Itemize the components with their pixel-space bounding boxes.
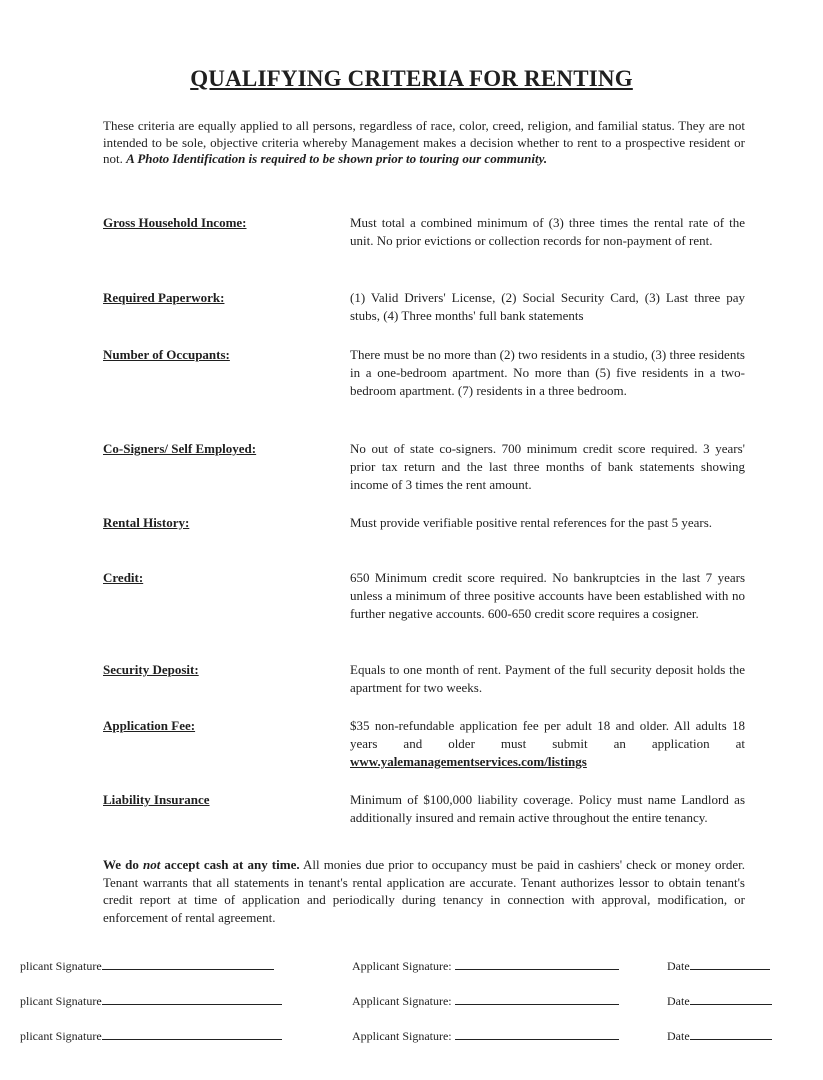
date-label: Date xyxy=(667,959,690,973)
criterion-text: Must total a combined minimum of (3) three times the rental rate of the unit. No prior evictions or collection records for non-payment of rent. xyxy=(350,215,745,248)
signature-row xyxy=(0,992,823,1012)
signature-line[interactable] xyxy=(102,1027,282,1040)
signature-label: plicant Signature xyxy=(20,959,102,973)
signature-line[interactable] xyxy=(455,992,619,1005)
date-label: Date xyxy=(667,994,690,1008)
criterion-label: Rental History: xyxy=(103,515,190,530)
date-field xyxy=(667,1027,772,1044)
date-line[interactable] xyxy=(690,992,772,1005)
criterion-text xyxy=(350,717,745,771)
closing-text: All monies due prior to occupancy must be paid in cashiers' check or money order. Tenant warrants that all statements in tenant's rental application are accurate. Tenant authorizes lessor to obtain tenant's credit report at time of application and periodically during tenancy in connection with approval, modification, or enforcement of rental agreement. xyxy=(103,857,745,925)
signature-label: plicant Signature xyxy=(20,994,102,1008)
criterion-text: 650 Minimum credit score required. No bankruptcies in the last 7 years unless a minimum of three positive accounts have been established with no further negative accounts. 600-650 credit score requires a cosigner. xyxy=(350,570,745,621)
intro-paragraph xyxy=(103,118,745,168)
criterion-text: There must be no more than (2) two residents in a studio, (3) three residents in a one-bedroom apartment. No more than (5) five residents in a two-bedroom apartment. (7) residents in a three bedroom. xyxy=(350,347,745,398)
photo-id-notice: A Photo Identification is required to be shown prior to touring our community. xyxy=(126,151,548,166)
signature-label: Applicant Signature: xyxy=(352,994,452,1008)
signature-line[interactable] xyxy=(102,957,274,970)
no-cash-not: not xyxy=(142,857,161,872)
no-cash-part: We do xyxy=(103,857,143,872)
signature-line[interactable] xyxy=(455,957,619,970)
signature-label: Applicant Signature: xyxy=(352,1029,452,1043)
signature-left xyxy=(20,957,274,974)
closing-paragraph xyxy=(103,856,745,926)
criterion-text: No out of state co-signers. 700 minimum credit score required. 3 years' prior tax return and the last three months of bank statements showing income of 3 times the rent amount. xyxy=(350,441,745,492)
criterion-text: (1) Valid Drivers' License, (2) Social Security Card, (3) Last three pay stubs, (4) Three months' full bank statements xyxy=(350,290,745,323)
signature-label: plicant Signature xyxy=(20,1029,102,1043)
signature-line[interactable] xyxy=(102,992,282,1005)
date-line[interactable] xyxy=(690,957,770,970)
signature-mid xyxy=(352,992,619,1009)
signature-left xyxy=(20,992,282,1009)
page-title: QUALIFYING CRITERIA FOR RENTING xyxy=(190,66,633,91)
signature-left xyxy=(20,1027,282,1044)
criterion-label: Co-Signers/ Self Employed: xyxy=(103,441,257,456)
date-label: Date xyxy=(667,1029,690,1043)
application-fee-text: $35 non-refundable application fee per adult 18 and older. All adults 18 years and older must submit an application at xyxy=(350,718,745,751)
criterion-label: Gross Household Income: xyxy=(103,215,247,230)
criterion-label: Required Paperwork: xyxy=(103,290,225,305)
signature-mid xyxy=(352,1027,619,1044)
criterion-label: Number of Occupants: xyxy=(103,347,230,362)
date-field xyxy=(667,992,772,1009)
signature-row xyxy=(0,1027,823,1047)
signature-label: Applicant Signature: xyxy=(352,959,452,973)
signature-mid xyxy=(352,957,619,974)
criterion-label: Security Deposit: xyxy=(103,662,199,677)
criterion-text: Equals to one month of rent. Payment of the full security deposit holds the apartment for two weeks. xyxy=(350,662,745,695)
no-cash-notice xyxy=(103,857,300,872)
intro-text: These criteria are equally applied to all persons, regardless of race, color, creed, religion, and familial status. They are not intended to be sole, objective criteria whereby Management makes a decision whether to rent to a prospective resident or not. xyxy=(103,118,745,166)
criterion-label: Application Fee: xyxy=(103,718,196,733)
criterion-text: Minimum of $100,000 liability coverage. Policy must name Landlord as additionally insured and remain active throughout the entire tenancy. xyxy=(350,792,745,825)
criterion-text: Must provide verifiable positive rental references for the past 5 years. xyxy=(350,515,713,530)
date-field xyxy=(667,957,770,974)
listings-link[interactable]: www.yalemanagementservices.com/listings xyxy=(350,754,587,769)
signature-row xyxy=(0,957,823,977)
signature-line[interactable] xyxy=(455,1027,619,1040)
no-cash-part: accept cash at any time. xyxy=(160,857,300,872)
criterion-label: Liability Insurance xyxy=(103,792,210,807)
date-line[interactable] xyxy=(690,1027,772,1040)
criterion-label: Credit: xyxy=(103,570,144,585)
